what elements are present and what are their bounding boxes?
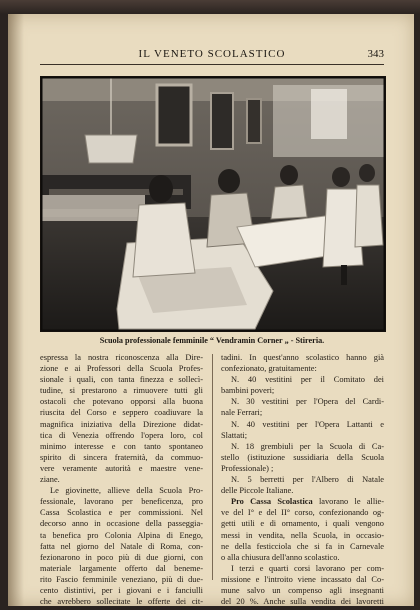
text-line: messi in vendita, nella Scuola, in occasio-	[221, 530, 384, 540]
text-line: magnifica iniziativa della Direzione didat-	[40, 419, 203, 429]
woman-back-dress	[271, 185, 307, 219]
text-line: Professionale) ;	[221, 463, 274, 473]
text-line: tica di Venezia offrendo l'opera loro, col	[40, 430, 203, 440]
right-column	[221, 352, 384, 607]
woman-front-head	[149, 175, 173, 203]
text-line: N. 40 vestitini per l'Opera Lattanti e	[231, 419, 384, 429]
window-right	[247, 99, 261, 143]
text-line: bambini poveri;	[221, 386, 275, 396]
woman-middle-head	[218, 169, 240, 193]
text-line: ve del I° e del II° corso, confezionando og-	[221, 508, 384, 518]
text-line: Slattati;	[221, 430, 248, 440]
article-body	[40, 352, 384, 607]
text-line: ostacoli che potevano opporsi alla buona	[40, 397, 203, 407]
running-header	[40, 48, 384, 64]
text-line: fezionarono in poco più di due giorni, con	[40, 552, 203, 562]
text-line: fessionale, lavorano per beneficenza, pro	[40, 497, 203, 507]
text-line-remainder: lavorano le allie-	[312, 497, 384, 507]
text-line: ta benefica pro Colonia Alpina di Enego,	[40, 530, 203, 540]
text-line: confezionato, gratuitamente:	[221, 364, 317, 374]
text-line: decorso anno in occasione della passeggia-	[40, 519, 203, 529]
text-line: Le giovinette, allieve della Scuola Pro-	[50, 486, 203, 496]
far-window	[311, 89, 347, 139]
text-line: o alla chiusura dell'anno scolastico.	[221, 552, 340, 562]
text-line: tadini. In quest'anno scolastico hanno già	[221, 353, 384, 362]
window-center	[211, 93, 233, 149]
woman-back-head	[280, 165, 298, 185]
text-line: ziane.	[40, 475, 60, 485]
window-left	[157, 85, 191, 145]
text-line: fatta nel giorno del Natale di Roma, con-	[40, 541, 203, 551]
page-gutter-shadow	[8, 14, 24, 606]
text-line: materiale largamente offerto dal beneme-	[40, 563, 203, 573]
text-line: spirito di sincera fraternità, da commuo-	[40, 452, 203, 462]
text-line: Cassa Scolastica e per commissioni. Nel	[40, 508, 203, 518]
text-line: tudine, si prestarono a rimuovere tutti gli	[40, 386, 203, 396]
text-line: cento distintivi, per i giovani e i fanciulli	[40, 585, 203, 595]
ironing-board-left	[41, 195, 145, 221]
woman-right-legs	[341, 265, 347, 285]
woman-right-head	[332, 167, 350, 187]
pendant-lamp	[85, 135, 137, 163]
scan-top-edge	[0, 0, 420, 14]
text-line: N. 40 vestitini per il Comitato dei	[231, 375, 384, 385]
text-line: getti utili e di ornamento, i quali vengono	[221, 519, 384, 529]
text-line: minimo interesse e con tanto spontaneo	[40, 441, 203, 451]
text-line: N. 18 grembiuli per la Scuola di Ca-	[231, 441, 384, 451]
text-line: nale Ferrari;	[221, 408, 263, 418]
text-line: I terzi e quarti corsi lavorano per com-	[231, 563, 384, 573]
text-line: ne della festicciola che si fa in Carnevale	[221, 541, 384, 551]
text-line: zione e ai Professori della Scuola Profes-	[40, 364, 203, 374]
text-line: espressa la nostra riconoscenza alla Dire-	[40, 353, 203, 362]
text-line: che avrebbero sollecitate le offerte dei cit-	[40, 597, 203, 607]
text-line: sionale i quali, con tanta finezza e sollecì-	[40, 375, 203, 385]
text-line: riuscita del Corso e seppero coadiuvare la	[40, 408, 203, 418]
text-line: vere veramente autorità e maestre vene-	[40, 463, 203, 473]
column-divider	[212, 354, 213, 580]
text-line-bold-lead	[221, 496, 384, 507]
journal-title: IL VENETO SCOLASTICO	[138, 48, 286, 60]
photo-illustration	[41, 77, 385, 331]
text-line: stello (istituzione sussidiaria della Scuola	[221, 452, 384, 462]
left-column	[40, 352, 203, 607]
text-line: missione e l'introito viene incassato dal Co-	[221, 574, 384, 584]
woman-far-dress	[355, 185, 383, 247]
woman-far-head	[359, 164, 375, 182]
text-line: N. 30 vestitini per l'Opera del Cardi-	[231, 397, 384, 407]
photo-caption: Scuola professionale femminile “ Vendramin Corner „ - Stireria.	[99, 336, 325, 345]
text-line: rito Fascio femminile veneziano, più di due-	[40, 574, 203, 584]
text-line: mune salvo un compenso agli insegnanti	[221, 585, 384, 595]
text-line: N. 5 berretti per l'Albero di Natale	[231, 475, 384, 485]
page-number: 343	[367, 48, 384, 60]
text-line: del 20 %. Anche sulla vendita dei lavoretti	[221, 597, 384, 607]
bold-lead-in: Pro Cassa Scolastica	[231, 497, 313, 507]
woman-front-dress	[133, 203, 195, 277]
workshop-photograph	[40, 76, 386, 332]
text-line: delle Piccole Italiane.	[221, 486, 294, 496]
header-rule	[40, 64, 384, 65]
